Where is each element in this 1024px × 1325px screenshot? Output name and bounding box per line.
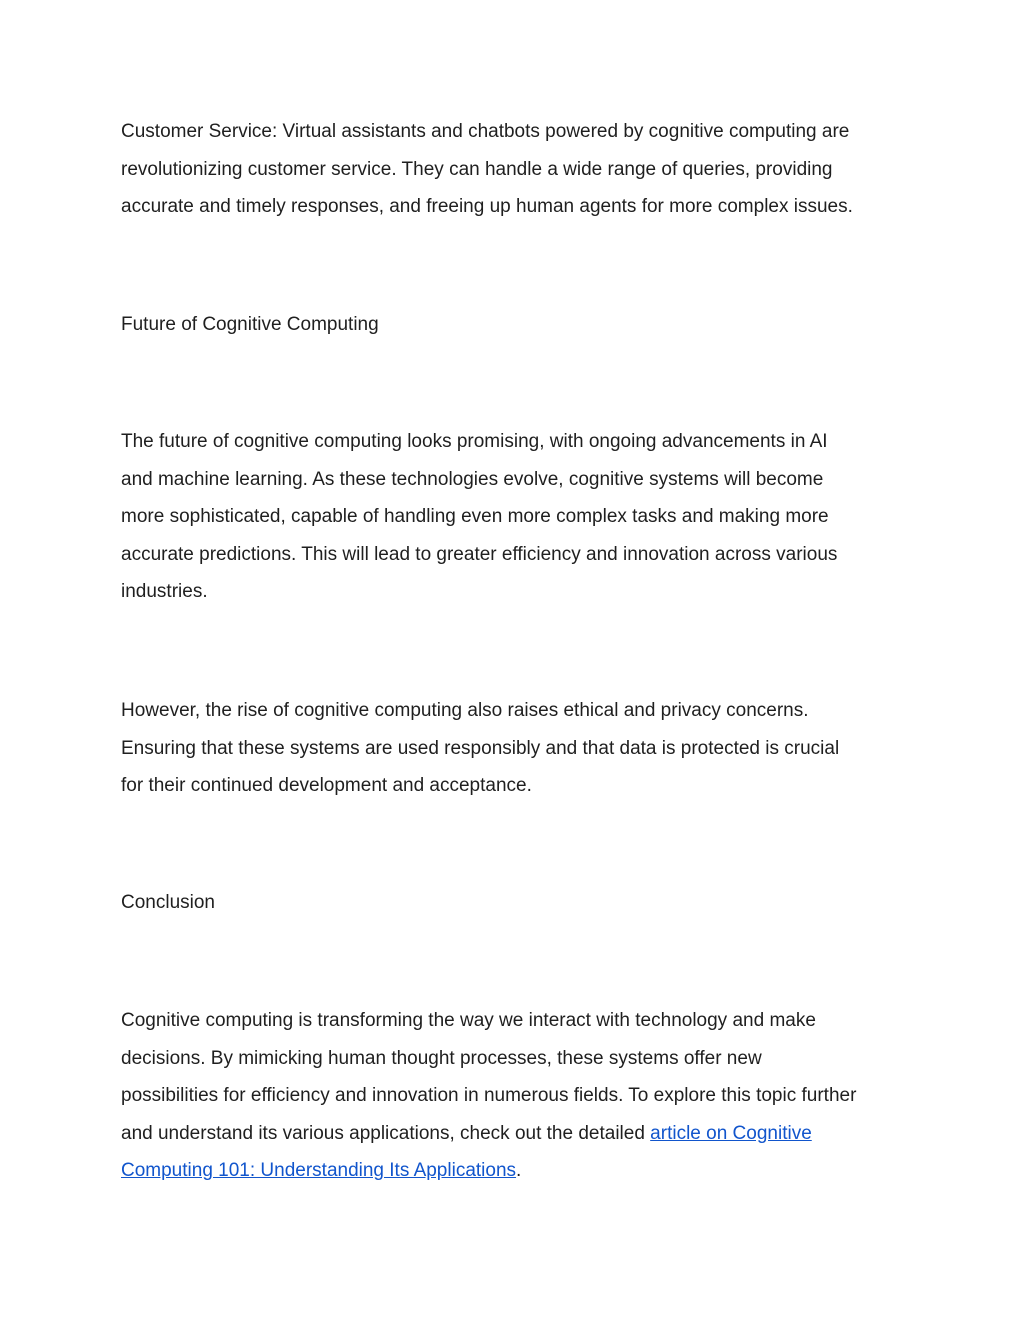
article-link-part-2[interactable]: Computing 101: Understanding Its Applications [121,1160,517,1182]
text-fragment: . [516,1160,522,1182]
paragraph-conclusion [121,1002,911,1190]
section-heading-conclusion [121,884,911,922]
text-line: The future of cognitive computing looks promising, with ongoing advancements in AI [121,431,828,452]
text-line: revolutionizing customer service. They can handle a wide range of queries, providing [121,158,833,180]
text-line: possibilities for efficiency and innovation in numerous fields. To explore this topic further [121,1085,857,1107]
paragraph-future [121,423,911,611]
text-line: decisions. By mimicking human thought processes, these systems offer new [121,1047,762,1069]
text-line: However, the rise of cognitive computing also raises ethical and privacy concerns. [121,700,809,721]
text-line: Customer Service: Virtual assistants and chatbots powered by cognitive computing are [121,121,850,142]
text-line: accurate predictions. This will lead to greater efficiency and innovation across various [121,543,838,565]
text-line: more sophisticated, capable of handling even more complex tasks and making more [121,506,829,528]
paragraph-ethics [121,692,911,805]
heading-text: Conclusion [121,892,215,913]
heading-text: Future of Cognitive Computing [121,314,379,335]
text-line: Ensuring that these systems are used responsibly and that data is protected is crucial [121,737,840,759]
article-link-part-1[interactable]: article on Cognitive [650,1122,812,1144]
text-line: and machine learning. As these technologies evolve, cognitive systems will become [121,468,824,490]
text-fragment: and understand its various applications, check out the detailed [121,1122,651,1144]
section-heading-future [121,306,911,344]
text-line: for their continued development and acceptance. [121,775,532,797]
text-line-with-link [121,1115,911,1153]
paragraph-customer-service [121,113,911,226]
text-line: industries. [121,581,208,603]
text-line-with-link [121,1152,911,1190]
text-line: Cognitive computing is transforming the way we interact with technology and make [121,1010,816,1031]
text-line: accurate and timely responses, and freeing up human agents for more complex issues. [121,196,853,218]
